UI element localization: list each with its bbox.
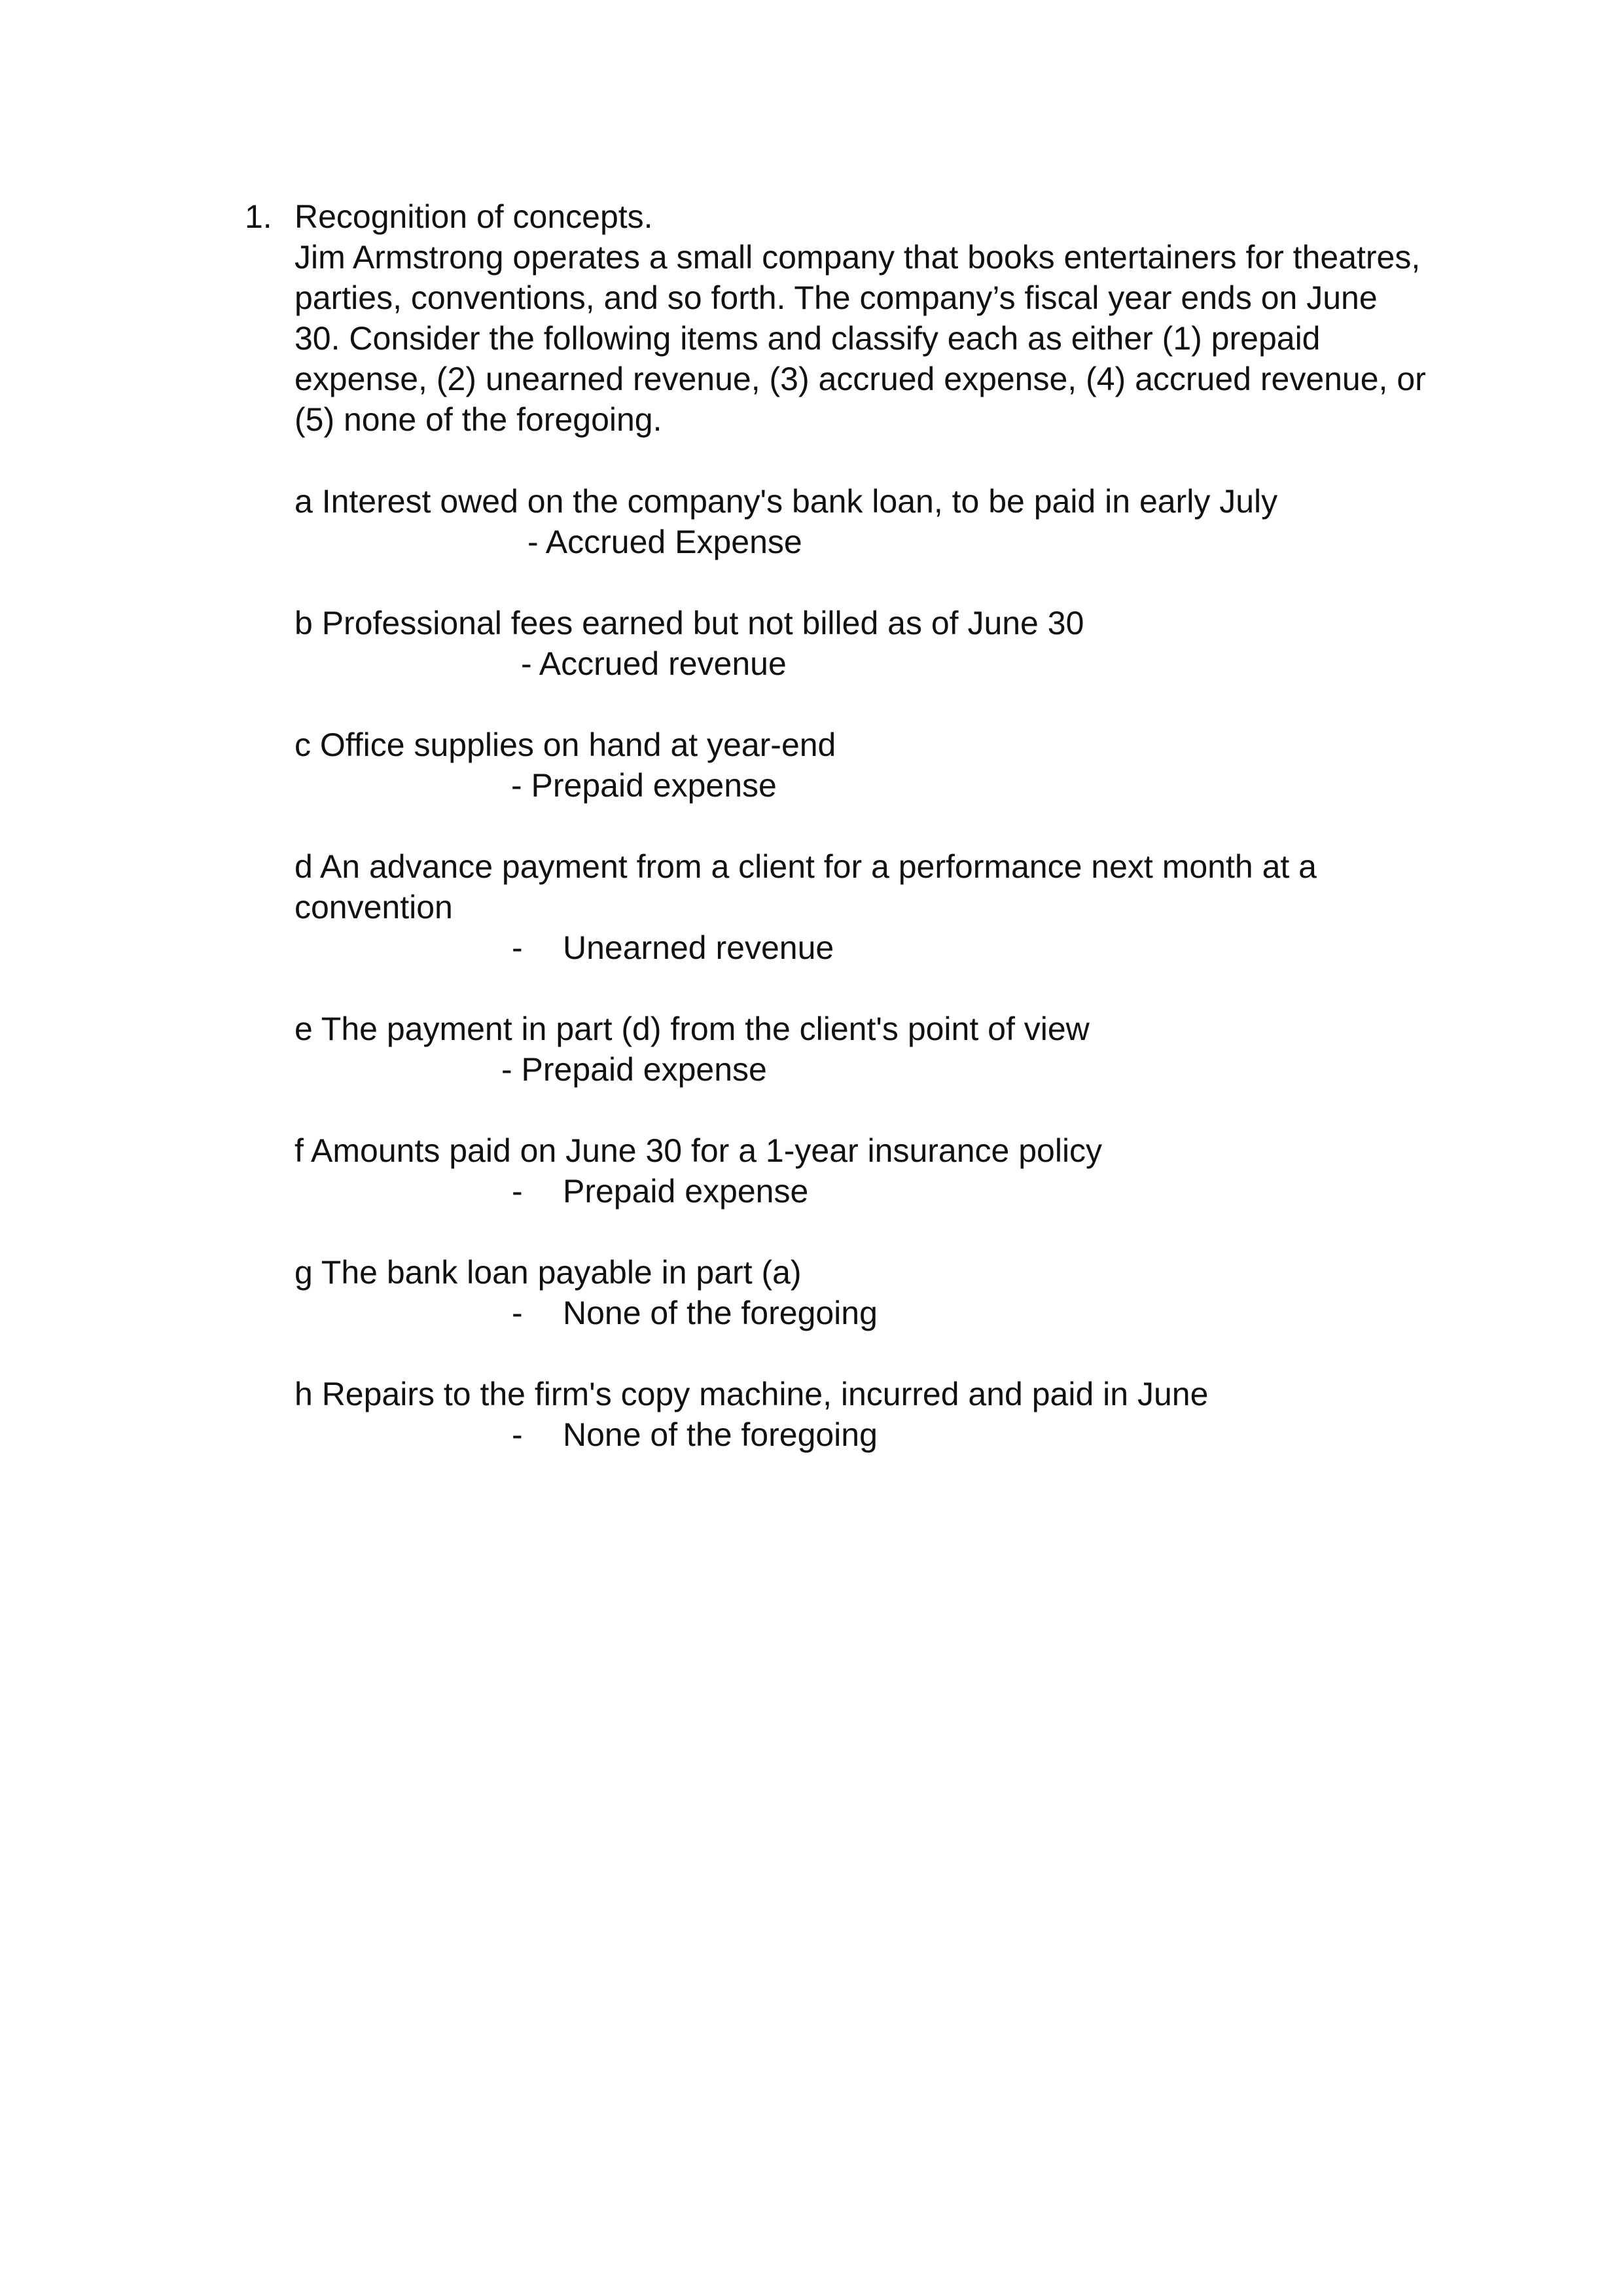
item-b-answer: - Accrued revenue: [521, 645, 787, 682]
item-e-answer: - Prepaid expense: [501, 1051, 767, 1088]
item-h-answer: None of the foregoing: [563, 1416, 878, 1453]
question-intro: [294, 237, 1499, 440]
answer-dash: -: [512, 1416, 523, 1453]
item-a-answer: - Accrued Expense: [527, 524, 802, 560]
item-c-question: c Office supplies on hand at year-end: [294, 726, 836, 763]
answer-dash: -: [512, 929, 523, 966]
item-d-answer: Unearned revenue: [563, 929, 834, 966]
intro-line: 30. Consider the following items and classify each as either (1) prepaid: [294, 320, 1321, 357]
question-heading: Recognition of concepts.: [294, 198, 653, 235]
question-number: 1.: [245, 198, 272, 235]
intro-line: (5) none of the foregoing.: [294, 401, 662, 438]
item-g-question: g The bank loan payable in part (a): [294, 1254, 802, 1291]
item-f-answer: Prepaid expense: [563, 1173, 809, 1210]
item-g-answer: None of the foregoing: [563, 1295, 878, 1331]
intro-line: expense, (2) unearned revenue, (3) accrued expense, (4) accrued revenue, or: [294, 361, 1426, 397]
item-d-question-line: convention: [294, 889, 453, 925]
item-c-answer: - Prepaid expense: [511, 767, 777, 804]
item-d-question-line: d An advance payment from a client for a performance next month at a: [294, 848, 1317, 885]
item-a-question: a Interest owed on the company's bank loan, to be paid in early July: [294, 483, 1278, 520]
intro-line: Jim Armstrong operates a small company that books entertainers for theatres,: [294, 239, 1421, 276]
answer-dash: -: [512, 1173, 523, 1210]
item-e-question: e The payment in part (d) from the client's point of view: [294, 1011, 1090, 1047]
answer-dash: -: [512, 1295, 523, 1331]
item-h-question: h Repairs to the firm's copy machine, incurred and paid in June: [294, 1376, 1209, 1412]
item-b-question: b Professional fees earned but not billed as of June 30: [294, 605, 1084, 641]
intro-line: parties, conventions, and so forth. The company’s fiscal year ends on June: [294, 279, 1378, 316]
item-f-question: f Amounts paid on June 30 for a 1-year insurance policy: [294, 1132, 1103, 1169]
